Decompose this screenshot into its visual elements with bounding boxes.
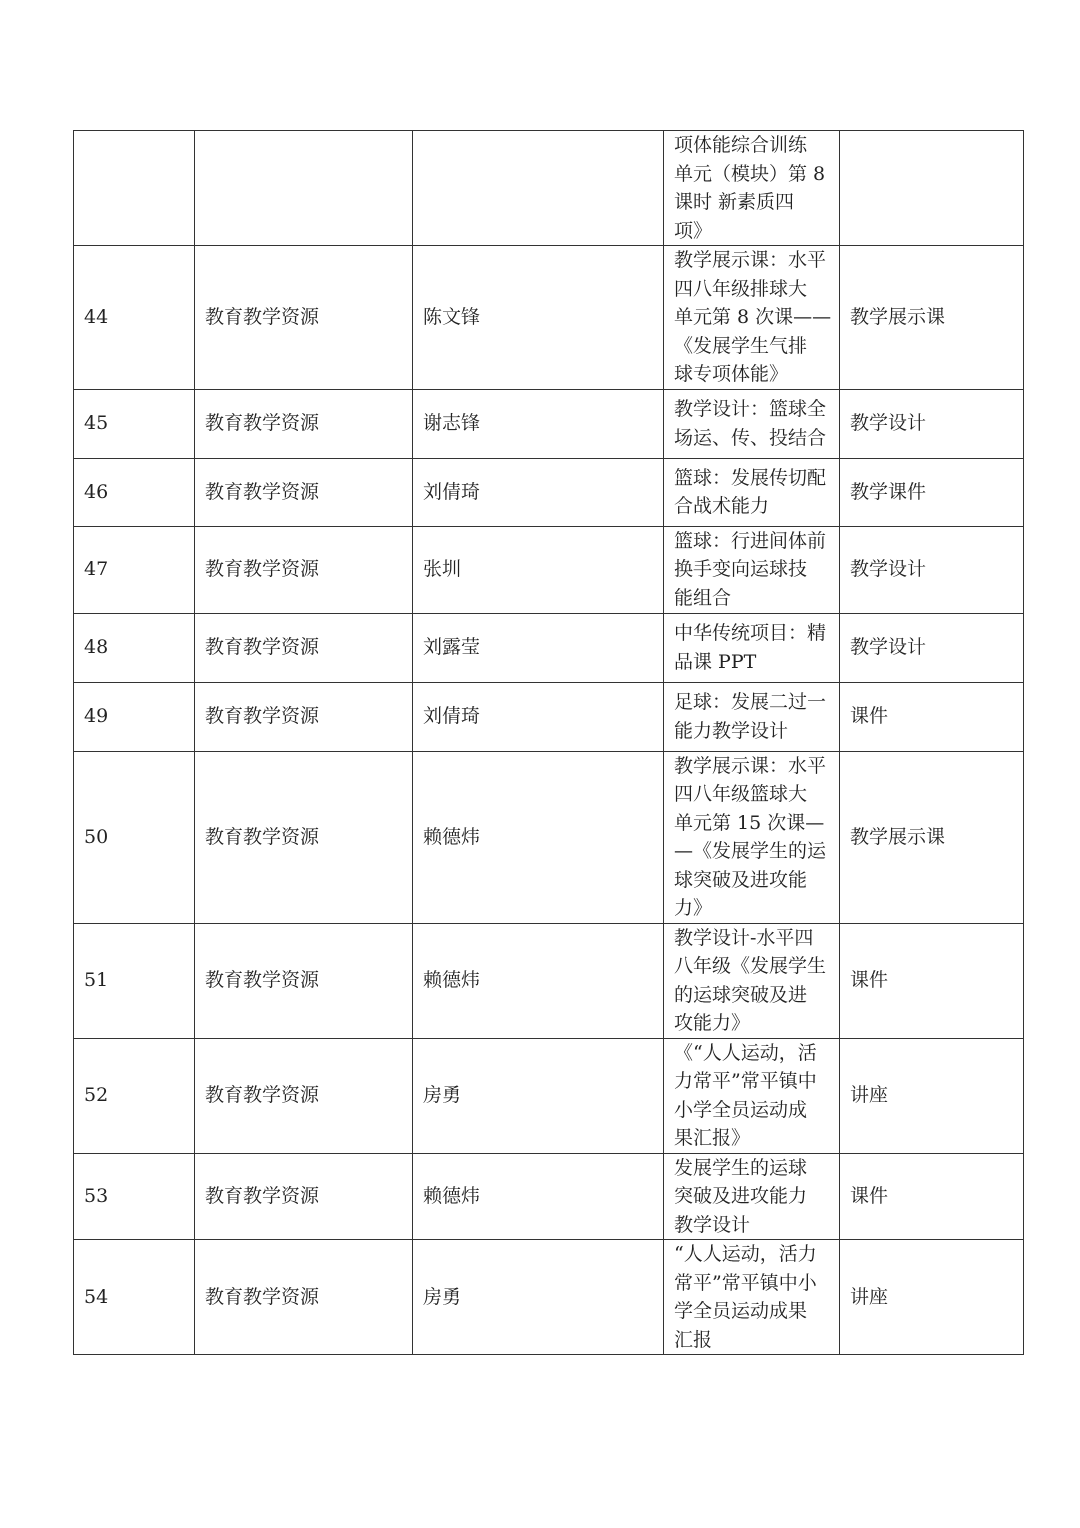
table-row [74,682,1024,751]
title-line: 场运、传、投结合 [674,426,827,449]
cell-number: 53 [74,1153,195,1240]
table-row [74,751,1024,923]
cell-number: 46 [74,458,195,526]
table-row [74,246,1024,390]
cell-number: 54 [74,1240,195,1355]
title-line: 项》 [674,219,713,242]
title-line: 力》 [674,897,713,919]
table-row [74,1038,1024,1153]
table-row [74,923,1024,1038]
cell-title [664,246,840,390]
title-line: 项体能综合训练 [674,134,808,156]
cell-title [664,923,840,1038]
title-line: 果汇报》 [674,1127,751,1149]
cell-type: 课件 [840,923,1024,1038]
title-line: —《发展学生的运 [674,840,827,862]
cell-title [664,1153,840,1240]
cell-author: 张圳 [413,526,664,613]
cell-type: 教学展示课 [840,751,1024,923]
cell-category: 教育教学资源 [195,389,413,458]
cell-category: 教育教学资源 [195,1153,413,1240]
cell-number: 50 [74,751,195,923]
title-line: 球突破及进攻能 [674,868,808,891]
cell-number: 48 [74,613,195,682]
title-line: “人人运动，活力 [674,1243,817,1265]
title-line: 学全员运动成果 [674,1300,808,1322]
title-line: 教学展示课：水平 [674,249,827,271]
title-line: 攻能力》 [674,1012,751,1034]
cell-title [664,458,840,526]
title-line: 课时 新素质四 [674,191,795,213]
cell-number: 52 [74,1038,195,1153]
table-row [74,613,1024,682]
title-line: 单元第 15 次课— [674,811,825,834]
title-line: 八年级《发展学生 [674,955,827,977]
title-line: 《“人人运动，活 [674,1041,817,1064]
title-line: 换手变向运球技 [674,558,808,581]
cell-category: 教育教学资源 [195,1240,413,1355]
title-line: 单元第 8 次课—— [674,306,832,328]
title-line: 能力教学设计 [674,719,789,742]
cell-category [195,131,413,246]
table-body [74,131,1024,1355]
table-row [74,526,1024,613]
cell-category: 教育教学资源 [195,1038,413,1153]
cell-title [664,1038,840,1153]
cell-title [664,131,840,246]
cell-author: 房勇 [413,1038,664,1153]
cell-author: 赖德炜 [413,923,664,1038]
cell-author: 刘露莹 [413,613,664,682]
cell-number: 45 [74,389,195,458]
cell-type: 教学设计 [840,613,1024,682]
table-row [74,458,1024,526]
cell-title [664,526,840,613]
cell-number: 47 [74,526,195,613]
cell-number [74,131,195,246]
title-line: 能组合 [674,586,732,609]
title-line: 品课 PPT [674,650,757,673]
cell-author [413,131,664,246]
cell-title [664,1240,840,1355]
title-line: 中华传统项目：精 [674,622,827,644]
title-line: 发展学生的运球 [674,1156,808,1179]
cell-title [664,751,840,923]
title-line: 球专项体能》 [674,363,789,385]
cell-author: 陈文锋 [413,246,664,390]
title-line: 足球：发展二过一 [674,691,827,713]
cell-title [664,389,840,458]
title-line: 单元（模块）第 8 [674,162,826,185]
title-line: 常平”常平镇中小 [674,1271,817,1294]
cell-type: 教学展示课 [840,246,1024,390]
title-line: 的运球突破及进 [674,983,808,1006]
title-line: 教学设计 [674,1213,751,1236]
cell-number: 49 [74,682,195,751]
table-row [74,1153,1024,1240]
cell-category: 教育教学资源 [195,613,413,682]
title-line: 教学设计-水平四 [674,926,814,949]
title-line: 突破及进攻能力 [674,1185,808,1207]
cell-title [664,613,840,682]
title-line: 篮球：行进间体前 [674,529,827,552]
cell-type: 课件 [840,1153,1024,1240]
title-line: 《发展学生气排 [674,334,808,357]
title-line: 合战术能力 [674,495,770,517]
cell-category: 教育教学资源 [195,458,413,526]
cell-type [840,131,1024,246]
cell-category: 教育教学资源 [195,526,413,613]
title-line: 四八年级篮球大 [674,783,808,805]
table-row [74,1240,1024,1355]
cell-category: 教育教学资源 [195,246,413,390]
table-row [74,389,1024,458]
table-row [74,131,1024,246]
cell-number: 44 [74,246,195,390]
title-line: 汇报 [674,1328,713,1351]
cell-number: 51 [74,923,195,1038]
cell-author: 谢志锋 [413,389,664,458]
cell-category: 教育教学资源 [195,682,413,751]
title-line: 四八年级排球大 [674,277,808,300]
cell-category: 教育教学资源 [195,923,413,1038]
cell-type: 教学设计 [840,526,1024,613]
cell-author: 房勇 [413,1240,664,1355]
cell-type: 讲座 [840,1038,1024,1153]
title-line: 小学全员运动成 [674,1098,808,1121]
cell-type: 教学设计 [840,389,1024,458]
cell-author: 赖德炜 [413,1153,664,1240]
title-line: 篮球：发展传切配 [674,466,827,489]
cell-type: 课件 [840,682,1024,751]
title-line: 教学展示课：水平 [674,754,827,777]
cell-type: 讲座 [840,1240,1024,1355]
resource-table [73,130,1024,1355]
cell-title [664,682,840,751]
cell-author: 赖德炜 [413,751,664,923]
cell-author: 刘倩琦 [413,682,664,751]
cell-type: 教学课件 [840,458,1024,526]
cell-author: 刘倩琦 [413,458,664,526]
title-line: 力常平”常平镇中 [674,1070,817,1092]
title-line: 教学设计：篮球全 [674,398,827,420]
cell-category: 教育教学资源 [195,751,413,923]
